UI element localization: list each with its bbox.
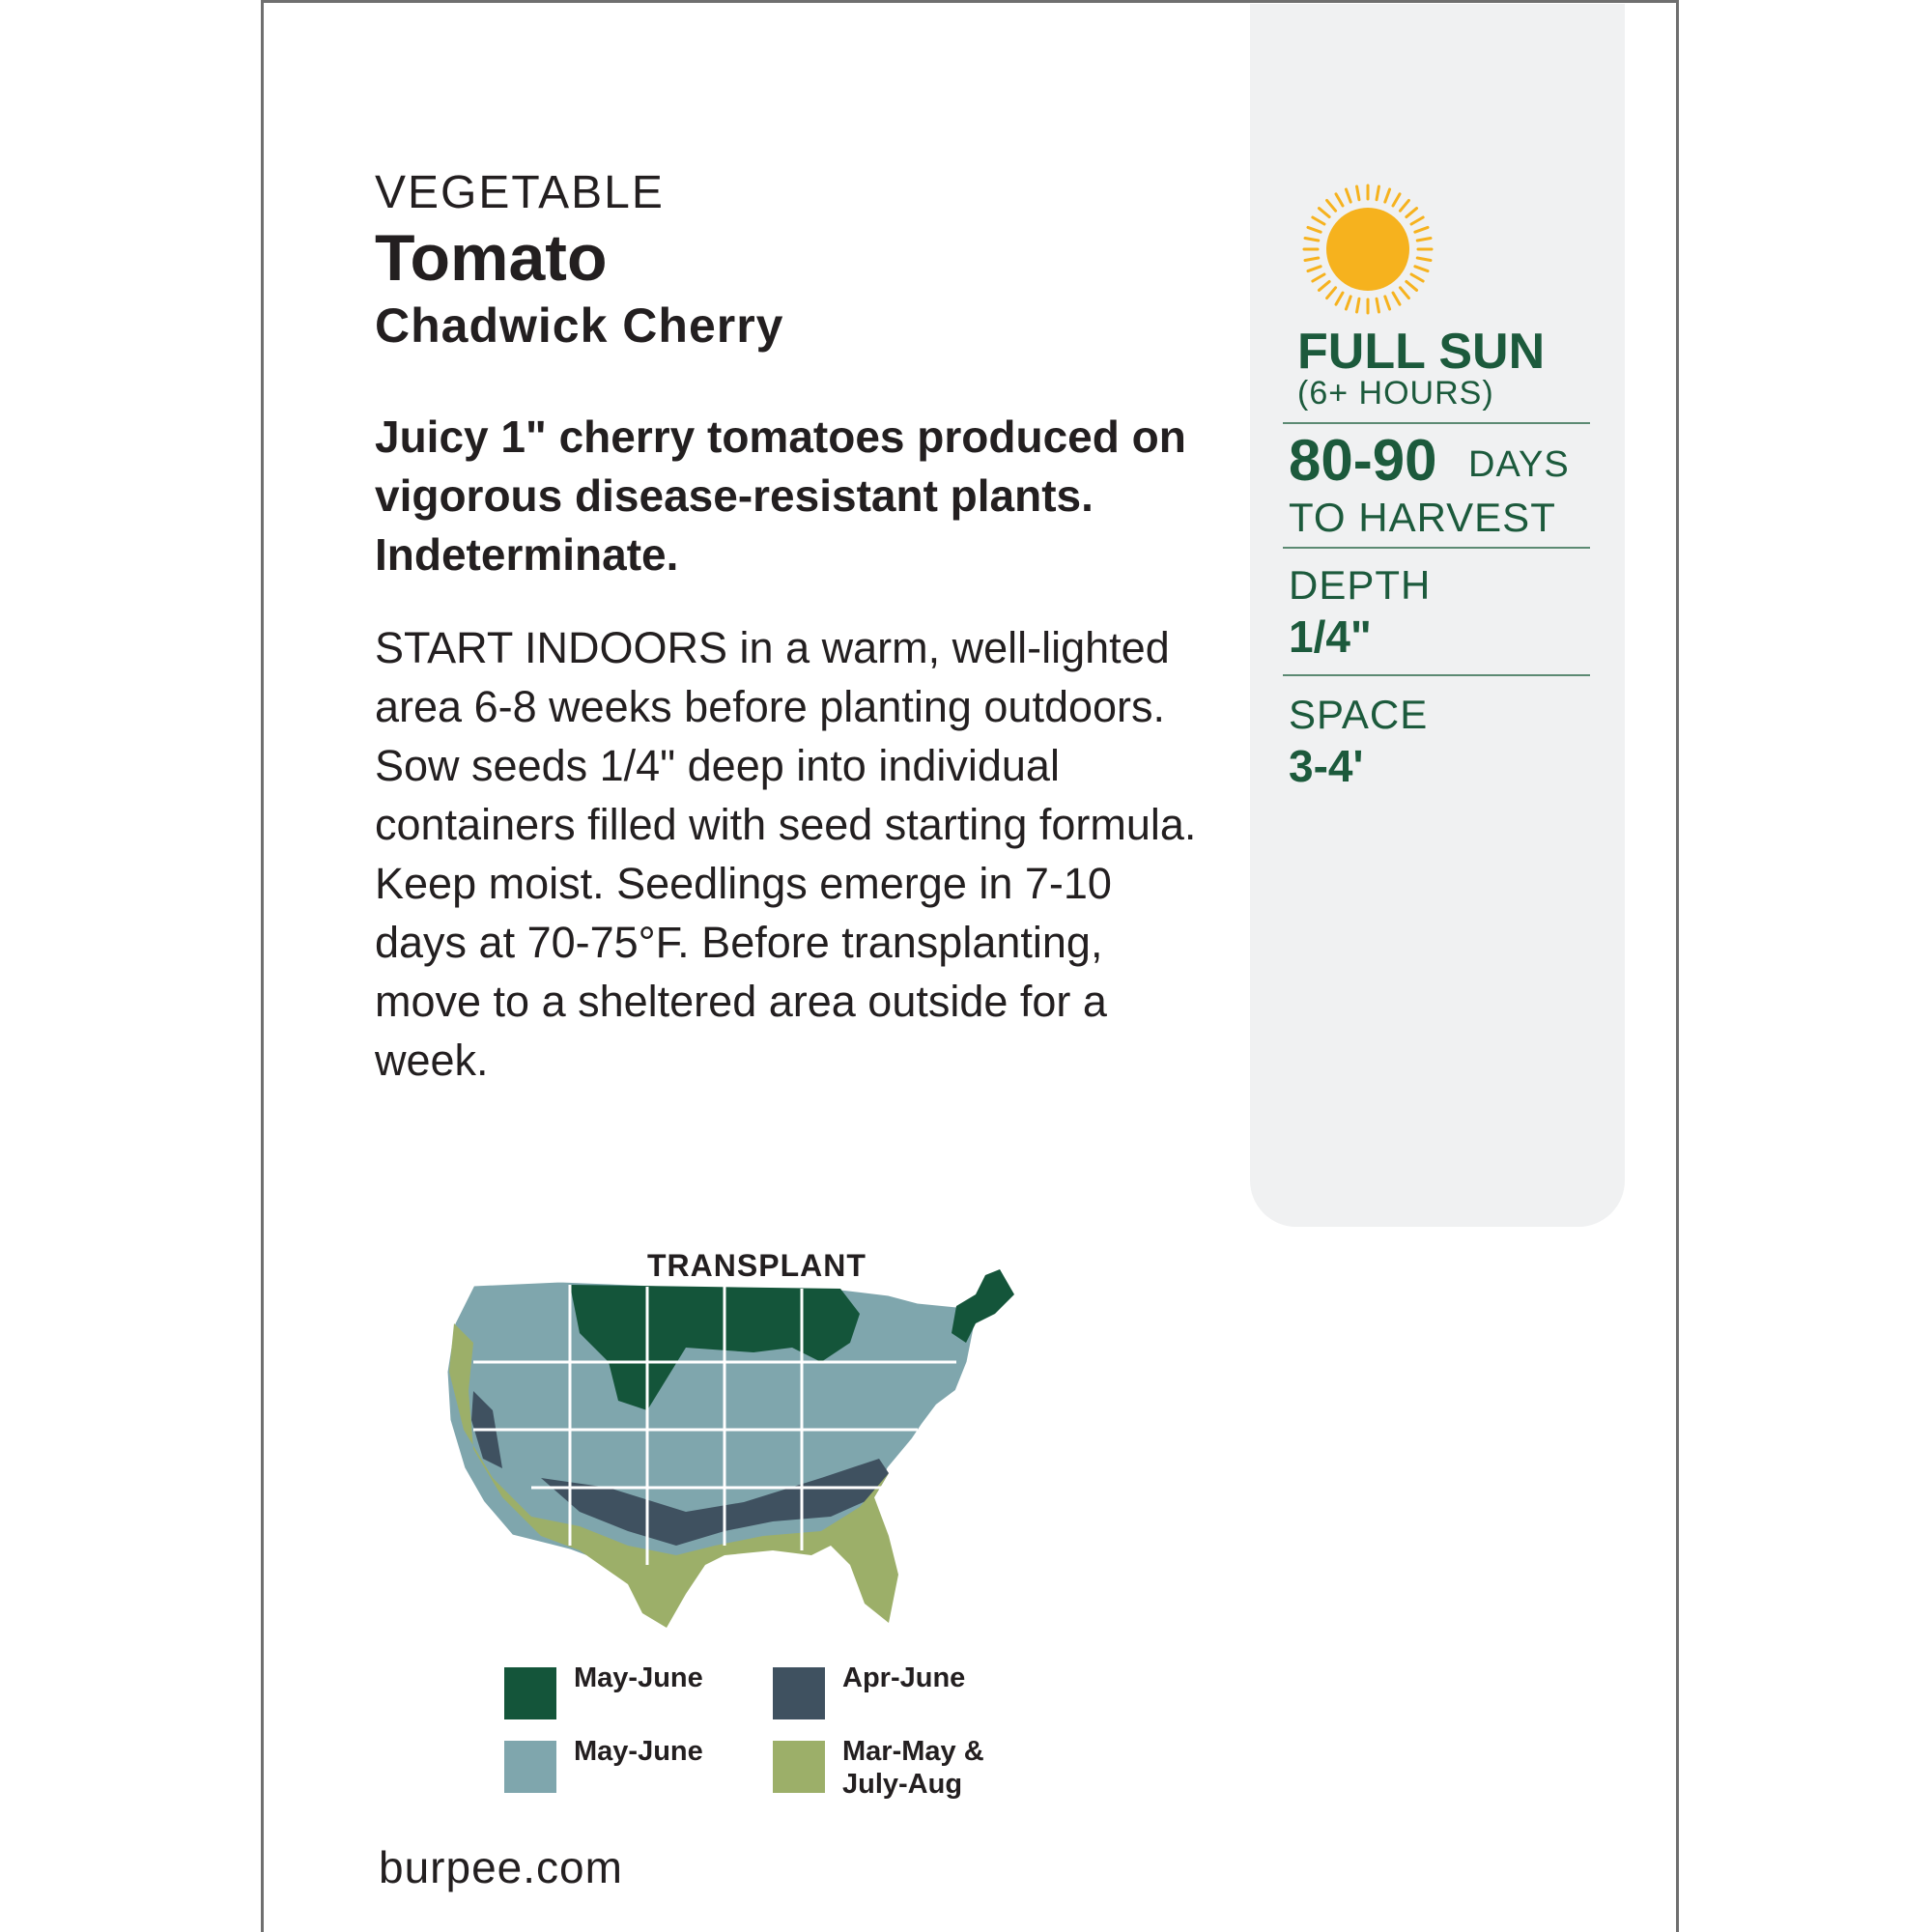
depth-label: DEPTH [1289, 562, 1432, 608]
sun-icon [1300, 182, 1435, 317]
days-unit: DAYS [1468, 444, 1570, 485]
plant-title: Tomato [375, 221, 608, 295]
legend-item [773, 1736, 1026, 1801]
website-link[interactable]: burpee.com [379, 1842, 623, 1892]
depth-value: 1/4" [1289, 611, 1372, 662]
legend-swatch [504, 1741, 556, 1793]
days-to-harvest-label: TO HARVEST [1289, 495, 1556, 540]
divider [1283, 422, 1590, 424]
legend-item [504, 1662, 703, 1719]
space-value: 3-4' [1289, 741, 1364, 791]
divider [1283, 674, 1590, 676]
space-label: SPACE [1289, 692, 1429, 737]
legend-label: May-June [574, 1662, 703, 1693]
legend-swatch [773, 1741, 825, 1793]
legend-swatch [504, 1667, 556, 1719]
sun-hours: (6+ HOURS) [1297, 375, 1494, 412]
category-label: VEGETABLE [375, 167, 665, 218]
legend-item [773, 1662, 966, 1719]
legend-label: May-June [574, 1736, 703, 1767]
us-zone-map [435, 1256, 1092, 1662]
days-to-harvest-value: 80-90 [1289, 428, 1437, 493]
legend-label: Mar-May & July-Aug [842, 1736, 984, 1800]
map-title: TRANSPLANT [647, 1248, 867, 1283]
legend-swatch [773, 1667, 825, 1719]
variety-name: Chadwick Cherry [375, 298, 784, 353]
legend-item [504, 1736, 703, 1793]
legend-label: Apr-June [842, 1662, 966, 1693]
sun-requirement: FULL SUN [1297, 324, 1546, 380]
plant-description: Juicy 1" cherry tomatoes produced on vigorous disease-resistant plants. Indeterminate. [375, 412, 1186, 580]
divider [1283, 547, 1590, 549]
planting-instructions: START INDOORS in a warm, well-lighted area 6-8 weeks before planting outdoors. Sow seeds 1/4" deep into individual containers filled with seed starting formula. Keep moist. Seedlings emerge in 7-10 days at 70-75°F. Before transplanting, move to a sheltered area outside for a week. [375, 623, 1197, 1085]
